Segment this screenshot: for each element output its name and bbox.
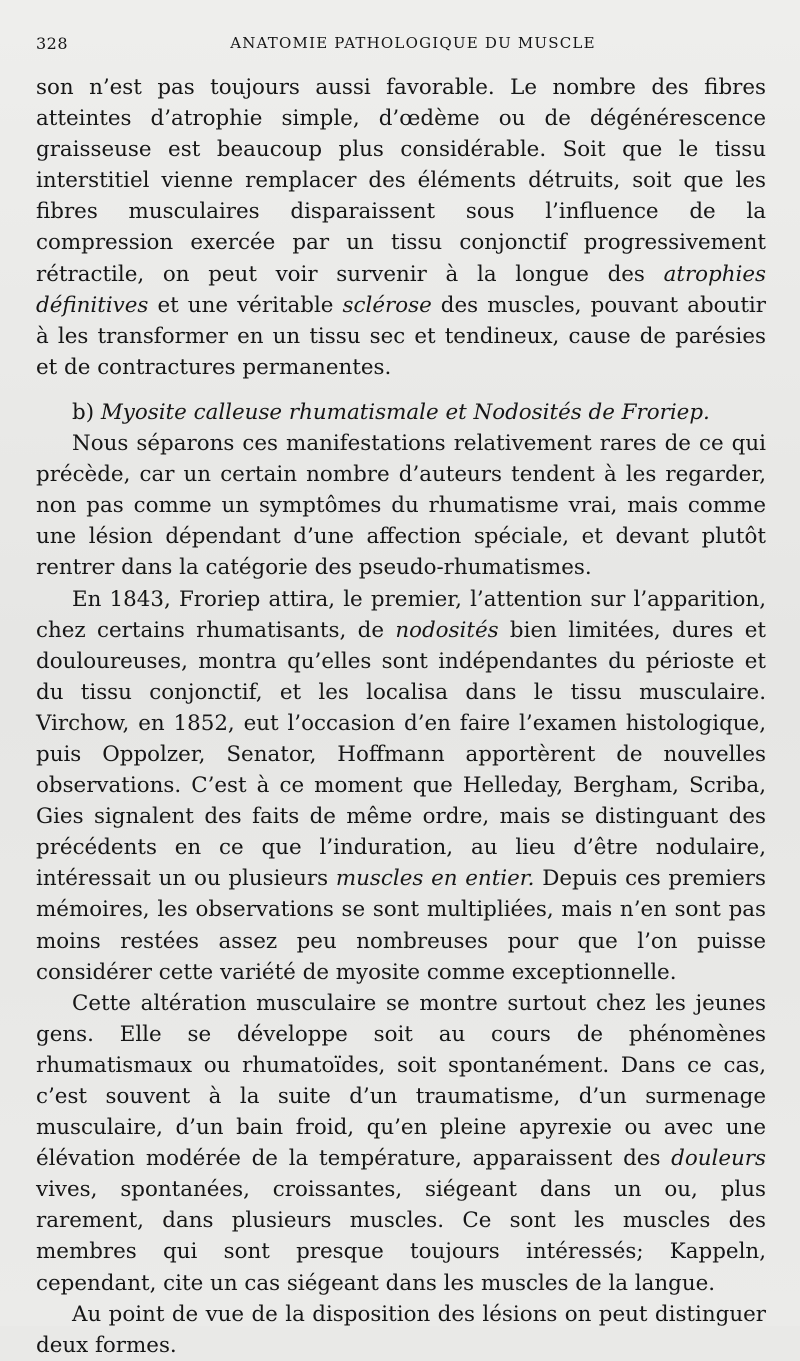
running-header <box>36 34 766 58</box>
paragraph: Au point de vue de la disposition des lésions on peut distinguer deux formes. <box>36 1301 766 1358</box>
italic-term-douleurs: douleurs <box>671 1146 766 1172</box>
paragraph: Cette altération musculaire se montre surtout chez les jeunes gens. Elle se développe soit au cours de phénomènes rhumatismaux ou rhumatoïdes, soit spontanément. Dans ce cas, c’est souvent à la suite d’un traumatisme, d’un surmenage musculaire, d’un bain froid, qu’en pleine apyrexie ou avec une élévation modérée de la température, apparaissent des douleurs vives, spontanées, croissantes, siégeant dans un ou, plus rarement, dans plusieurs muscles. Ce sont les muscles des membres qui sont presque toujours intéressés; Kappeln, cependant, cite un cas siégeant dans les muscles de la langue. <box>36 990 766 1296</box>
italic-term-sclerose: sclérose <box>342 292 432 318</box>
italic-term-muscles-en-entier: muscles en entier. <box>335 866 535 892</box>
paragraph-continuation: son n’est pas toujours aussi favorable. Le nombre des fibres atteintes d’atrophie simple, d’œdème ou de dégénérescence graisseuse est beaucoup plus considérable. Soit que le tissu interstitiel vienne remplacer des éléments détruits, soit que les fibres musculaires disparaissent sous l’influence de la compression exercée par un tissu conjonctif progressivement rétractile, on peut voir survenir à la longue des atrophies définitives et une véritable sclérose des muscles, pouvant aboutir à les transformer en un tissu sec et tendineux, cause de parésies et de contractures permanentes. <box>36 75 766 380</box>
section-heading <box>36 397 766 428</box>
body-text <box>36 72 766 1361</box>
section-title: Myosite calleuse rhumatismale et Nodosités de Froriep. <box>100 399 710 425</box>
running-title: ANATOMIE PATHOLOGIQUE DU MUSCLE <box>230 34 596 52</box>
paragraph: En 1843, Froriep attira, le premier, l’attention sur l’apparition, chez certains rhumatisants, de nodosités bien limitées, dures et douloureuses, montra qu’elles sont indépendantes du périoste et du tissu conjonctif, et les localisa dans le tissu musculaire. Virchow, en 1852, eut l’occasion d’en faire l’examen histologique, puis Oppolzer, Senator, Hoffmann apportèrent de nouvelles observations. C’est à ce moment que Helleday, Bergham, Scriba, Gies signalent des faits de même ordre, mais se distinguant des précédents en ce que l’induration, au lieu d’être nodulaire, intéressait un ou plusieurs muscles en entier. Depuis ces premiers mémoires, les observations se sont multipliées, mais n’en sont pas moins restées assez peu nombreuses pour que l’on puisse considérer cette variété de myosite comme exceptionnelle. <box>36 586 766 985</box>
italic-term-nodosites: nodosités <box>395 617 499 643</box>
italic-term-atrophies: atrophies définitives <box>36 261 766 318</box>
page-number: 328 <box>36 34 69 53</box>
paragraph: Nous séparons ces manifestations relativement rares de ce qui précède, car un certain nombre d’auteurs tendent à les regarder, non pas comme un symptômes du rhumatisme vrai, mais comme une lésion dépendant d’une affection spéciale, et devant plutôt rentrer dans la catégorie des pseudo-rhumatismes. <box>36 431 766 581</box>
section-label: b) <box>72 399 95 425</box>
